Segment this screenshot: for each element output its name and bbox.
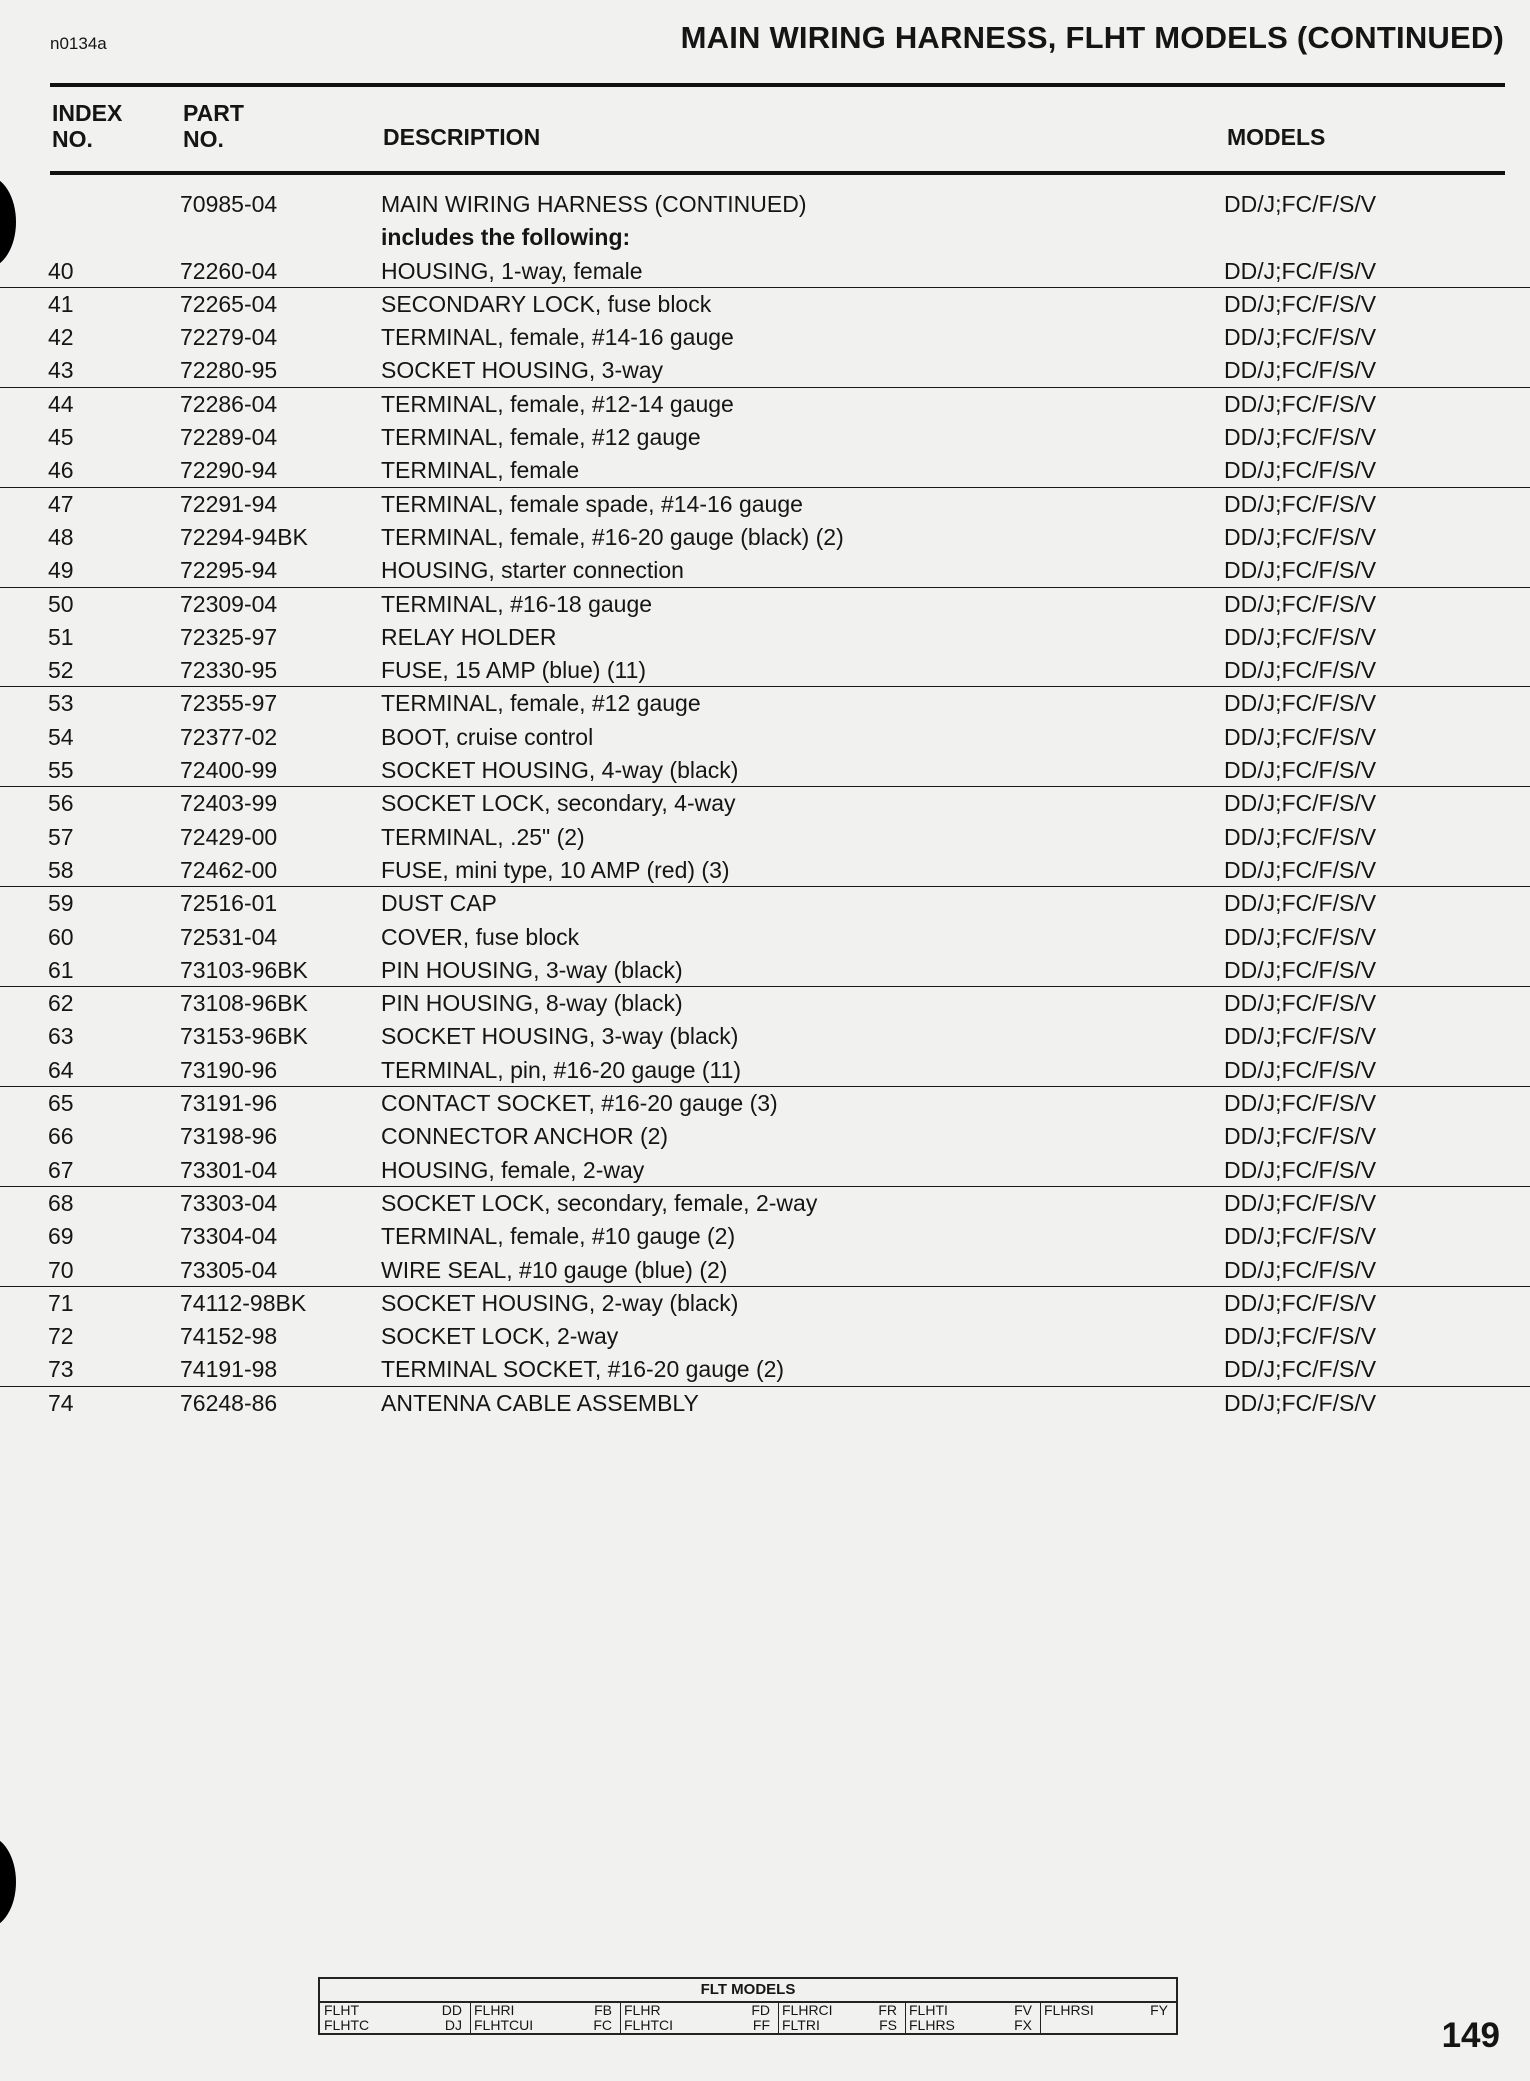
index-cell: 40 [48,257,74,284]
table-row [0,954,1530,987]
table-row [0,821,1530,854]
legend-model-code: FS [879,2017,897,2033]
part-number-cell: 73108-96BK [180,990,308,1017]
table-row [0,687,1530,720]
table-row [0,754,1530,787]
part-number-cell: 73198-96 [180,1123,278,1150]
part-number-cell: 72289-04 [180,424,278,451]
part-number-cell: 74152-98 [180,1323,278,1350]
part-number-cell: 72265-04 [180,290,278,317]
description-cell: TERMINAL, .25" (2) [381,823,585,850]
legend-model-name: FLHRS [909,2017,955,2033]
legend-model-code: FF [752,2017,770,2033]
header-rule [50,171,1505,175]
index-cell: 64 [48,1056,74,1083]
table-row [0,288,1530,321]
index-cell: 47 [48,490,74,517]
models-cell: DD/J;FC/F/S/V [1224,357,1377,384]
part-number-cell: 72294-94BK [180,523,308,550]
description-cell: TERMINAL, female, #12-14 gauge [381,390,734,417]
models-cell: DD/J;FC/F/S/V [1224,490,1377,517]
description-cell: PIN HOUSING, 8-way (black) [381,990,683,1017]
table-row [0,554,1530,587]
part-number-cell: 72309-04 [180,590,278,617]
description-cell: TERMINAL, #16-18 gauge [381,590,653,617]
page-title: MAIN WIRING HARNESS, FLHT MODELS (CONTINUED) [680,20,1504,55]
index-cell: 56 [48,790,74,817]
table-row [0,1054,1530,1087]
description-cell: TERMINAL, female [381,457,580,484]
part-number-cell: 73303-04 [180,1189,278,1216]
index-cell: 50 [48,590,74,617]
table-row [0,321,1530,354]
legend-model-code: FC [593,2017,612,2033]
title-rule [50,83,1505,87]
index-cell: 72 [48,1323,74,1350]
index-cell: 67 [48,1156,74,1183]
header-description: DESCRIPTION [383,124,541,150]
index-cell: 69 [48,1223,74,1250]
index-cell: 44 [48,390,74,417]
index-cell: 58 [48,856,74,883]
part-number-cell: 73153-96BK [180,1023,308,1050]
legend-cell [320,2002,471,2035]
table-row [0,1287,1530,1320]
legend-cell [905,2002,1041,2035]
description-cell: HOUSING, female, 2-way [381,1156,645,1183]
table-row [0,488,1530,521]
table-row [0,987,1530,1020]
legend-model-name: FLHRI [474,2002,515,2018]
part-number-cell: 73103-96BK [180,956,308,983]
description-cell: TERMINAL SOCKET, #16-20 gauge (2) [381,1356,785,1383]
description-cell: SOCKET LOCK, secondary, female, 2-way [381,1189,818,1216]
models-cell: DD/J;FC/F/S/V [1224,1389,1377,1416]
part-number-cell: 73190-96 [180,1056,278,1083]
part-number-cell: 74112-98BK [180,1289,307,1316]
models-cell: DD/J;FC/F/S/V [1224,1223,1377,1250]
table-row [0,1220,1530,1253]
page-id: n0134a [50,34,107,53]
part-number-cell: 72403-99 [180,790,278,817]
table-row [0,921,1530,954]
index-cell: 46 [48,457,74,484]
index-cell: 55 [48,757,74,784]
index-cell: 66 [48,1123,74,1150]
description-cell: TERMINAL, female, #12 gauge [381,690,701,717]
table-row [0,1087,1530,1120]
table-row [0,521,1530,554]
legend-model-code: FX [1014,2017,1032,2033]
description-cell: TERMINAL, female, #12 gauge [381,424,701,451]
description-cell: TERMINAL, pin, #16-20 gauge (11) [381,1056,742,1083]
includes-label: includes the following: [381,224,631,251]
assembly-row [0,188,1530,221]
legend-model-code: FY [1150,2002,1168,2018]
index-cell: 70 [48,1256,74,1283]
models-cell: DD/J;FC/F/S/V [1224,257,1377,284]
includes-row [0,221,1530,254]
legend-model-name: FLTRI [782,2017,820,2033]
part-number-cell: 72286-04 [180,390,278,417]
page-number: 149 [1441,2016,1500,2055]
legend-model-name: FLHRCI [782,2002,833,2018]
legend-cell [470,2002,621,2035]
assembly-models: DD/J;FC/F/S/V [1224,191,1377,217]
table-row [0,1387,1530,1420]
description-cell: TERMINAL, female, #14-16 gauge [381,324,734,351]
index-cell: 59 [48,890,74,917]
index-cell: 43 [48,357,74,384]
models-cell: DD/J;FC/F/S/V [1224,324,1377,351]
description-cell: FUSE, mini type, 10 AMP (red) (3) [381,856,730,883]
part-number-cell: 72295-94 [180,557,278,584]
description-cell: SOCKET LOCK, secondary, 4-way [381,790,736,817]
part-number-cell: 73191-96 [180,1090,278,1117]
part-number-cell: 72279-04 [180,324,278,351]
models-cell: DD/J;FC/F/S/V [1224,823,1377,850]
legend-cell [620,2002,779,2035]
index-cell: 41 [48,290,74,317]
description-cell: FUSE, 15 AMP (blue) (11) [381,657,647,684]
index-cell: 49 [48,557,74,584]
legend-model-name: FLHT [324,2002,359,2018]
table-row [0,588,1530,621]
models-cell: DD/J;FC/F/S/V [1224,723,1377,750]
index-cell: 73 [48,1356,74,1383]
models-cell: DD/J;FC/F/S/V [1224,523,1377,550]
models-cell: DD/J;FC/F/S/V [1224,590,1377,617]
description-cell: TERMINAL, female, #16-20 gauge (black) (2) [381,523,844,550]
description-cell: CONTACT SOCKET, #16-20 gauge (3) [381,1090,778,1117]
index-cell: 60 [48,923,74,950]
index-cell: 53 [48,690,74,717]
part-number-cell: 72377-02 [180,723,278,750]
description-cell: SOCKET HOUSING, 4-way (black) [381,757,739,784]
table-row [0,454,1530,487]
part-number-cell: 73301-04 [180,1156,278,1183]
legend-model-name: FLHR [624,2002,661,2018]
table-row [0,1120,1530,1153]
index-cell: 48 [48,523,74,550]
models-cell: DD/J;FC/F/S/V [1224,623,1377,650]
index-cell: 45 [48,424,74,451]
description-cell: WIRE SEAL, #10 gauge (blue) (2) [381,1256,728,1283]
models-cell: DD/J;FC/F/S/V [1224,390,1377,417]
legend-model-name: FLHTI [909,2002,948,2018]
index-cell: 68 [48,1189,74,1216]
index-cell: 42 [48,324,74,351]
models-cell: DD/J;FC/F/S/V [1224,1256,1377,1283]
header-models: MODELS [1227,124,1326,150]
models-cell: DD/J;FC/F/S/V [1224,690,1377,717]
table-header [0,100,1530,172]
header-index: INDEX NO. [52,100,123,152]
models-cell: DD/J;FC/F/S/V [1224,290,1377,317]
description-cell: PIN HOUSING, 3-way (black) [381,956,683,983]
table-row [0,421,1530,454]
table-row [0,255,1530,288]
legend-model-code: DD [441,2002,462,2018]
models-cell: DD/J;FC/F/S/V [1224,424,1377,451]
index-cell: 54 [48,723,74,750]
table-row [0,621,1530,654]
part-number-cell: 76248-86 [180,1389,278,1416]
table-row [0,1020,1530,1053]
part-number-cell: 72330-95 [180,657,278,684]
table-row [0,787,1530,820]
models-cell: DD/J;FC/F/S/V [1224,923,1377,950]
description-cell: CONNECTOR ANCHOR (2) [381,1123,669,1150]
part-number-cell: 72290-94 [180,457,278,484]
description-cell: SOCKET HOUSING, 2-way (black) [381,1289,739,1316]
table-row [0,1353,1530,1386]
models-cell: DD/J;FC/F/S/V [1224,956,1377,983]
index-cell: 62 [48,990,74,1017]
part-number-cell: 72400-99 [180,757,278,784]
index-cell: 74 [48,1389,74,1416]
models-cell: DD/J;FC/F/S/V [1224,1189,1377,1216]
models-legend [318,1977,1178,2035]
legend-model-name: FLHTCI [624,2017,673,2033]
description-cell: DUST CAP [381,890,497,917]
models-cell: DD/J;FC/F/S/V [1224,856,1377,883]
models-cell: DD/J;FC/F/S/V [1224,990,1377,1017]
part-number-cell: 72429-00 [180,823,278,850]
table-row [0,1154,1530,1187]
description-cell: ANTENNA CABLE ASSEMBLY [381,1389,699,1416]
legend-model-code: FD [751,2002,770,2018]
binder-hole-bottom [0,1836,16,1928]
table-row [0,887,1530,920]
legend-model-code: FR [878,2002,897,2018]
legend-model-name: FLHRSI [1044,2002,1094,2018]
models-cell: DD/J;FC/F/S/V [1224,1123,1377,1150]
models-cell: DD/J;FC/F/S/V [1224,757,1377,784]
part-number-cell: 72280-95 [180,357,278,384]
models-cell: DD/J;FC/F/S/V [1224,1289,1377,1316]
description-cell: HOUSING, 1-way, female [381,257,643,284]
table-row [0,1320,1530,1353]
models-cell: DD/J;FC/F/S/V [1224,890,1377,917]
index-cell: 65 [48,1090,74,1117]
models-cell: DD/J;FC/F/S/V [1224,1023,1377,1050]
models-cell: DD/J;FC/F/S/V [1224,657,1377,684]
table-row [0,721,1530,754]
part-number-cell: 72516-01 [180,890,278,917]
part-number-cell: 73305-04 [180,1256,278,1283]
table-row [0,1254,1530,1287]
legend-title: FLT MODELS [700,1981,796,1998]
index-cell: 52 [48,657,74,684]
part-number-cell: 72291-94 [180,490,278,517]
legend-model-name: FLHTCUI [474,2017,534,2033]
part-number-cell: 72355-97 [180,690,278,717]
description-cell: HOUSING, starter connection [381,557,684,584]
parts-table [0,188,1530,1420]
part-number-cell: 73304-04 [180,1223,278,1250]
assembly-part-number: 70985-04 [180,191,278,217]
description-cell: RELAY HOLDER [381,623,557,650]
description-cell: TERMINAL, female spade, #14-16 gauge [381,490,803,517]
part-number-cell: 72325-97 [180,623,278,650]
part-number-cell: 72462-00 [180,856,278,883]
table-row [0,388,1530,421]
legend-model-name: FLHTC [324,2017,370,2033]
description-cell: BOOT, cruise control [381,723,594,750]
models-cell: DD/J;FC/F/S/V [1224,1323,1377,1350]
legend-model-code: FB [594,2002,612,2018]
legend-cell [1040,2002,1176,2035]
legend-model-code: DJ [444,2017,462,2033]
models-cell: DD/J;FC/F/S/V [1224,1090,1377,1117]
index-cell: 61 [48,956,74,983]
index-cell: 57 [48,823,74,850]
models-cell: DD/J;FC/F/S/V [1224,1156,1377,1183]
table-row [0,354,1530,387]
index-cell: 71 [48,1289,74,1316]
description-cell: SOCKET HOUSING, 3-way [381,357,664,384]
part-number-cell: 74191-98 [180,1356,278,1383]
header-part: PART NO. [183,100,244,152]
table-row [0,854,1530,887]
description-cell: SOCKET HOUSING, 3-way (black) [381,1023,739,1050]
index-cell: 63 [48,1023,74,1050]
models-cell: DD/J;FC/F/S/V [1224,557,1377,584]
legend-cell [778,2002,906,2035]
part-number-cell: 72260-04 [180,257,278,284]
models-cell: DD/J;FC/F/S/V [1224,1356,1377,1383]
description-cell: TERMINAL, female, #10 gauge (2) [381,1223,736,1250]
assembly-description: MAIN WIRING HARNESS (CONTINUED) [381,191,807,217]
index-cell: 51 [48,623,74,650]
description-cell: SOCKET LOCK, 2-way [381,1323,619,1350]
models-cell: DD/J;FC/F/S/V [1224,1056,1377,1083]
part-number-cell: 72531-04 [180,923,278,950]
table-row [0,1187,1530,1220]
models-cell: DD/J;FC/F/S/V [1224,790,1377,817]
table-row [0,654,1530,687]
legend-model-code: FV [1014,2002,1032,2018]
models-cell: DD/J;FC/F/S/V [1224,457,1377,484]
description-cell: COVER, fuse block [381,923,580,950]
description-cell: SECONDARY LOCK, fuse block [381,290,712,317]
